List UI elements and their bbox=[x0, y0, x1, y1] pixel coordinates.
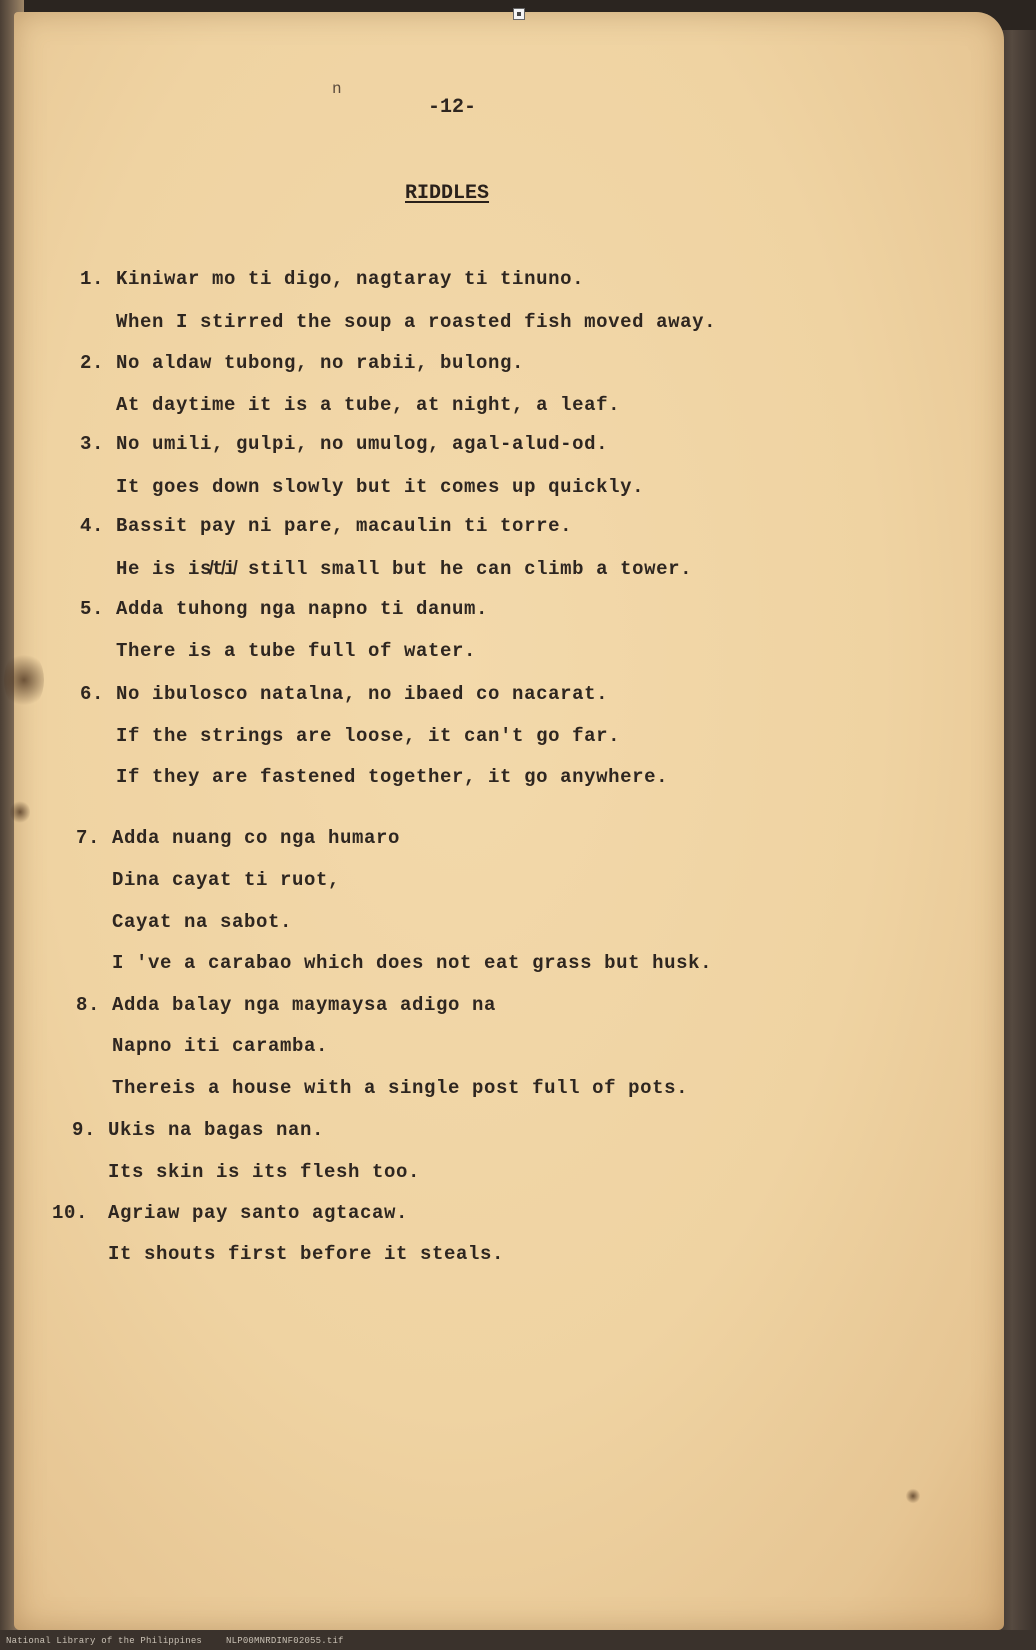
riddle-number: 1. bbox=[80, 268, 105, 290]
riddle-8-ilocano-1: 8. Adda balay nga maymaysa adigo na bbox=[76, 994, 497, 1016]
riddle-8-english: Thereis a house with a single post full of pots. bbox=[112, 1077, 689, 1099]
library-credit: National Library of the Philippines bbox=[6, 1636, 203, 1646]
scan-marker-icon bbox=[513, 8, 525, 20]
riddle-2-ilocano: 2. No aldaw tubong, no rabii, bulong. bbox=[80, 352, 525, 374]
riddle-number: 8. bbox=[76, 994, 101, 1016]
riddle-8-ilocano-2: Napno iti caramba. bbox=[112, 1035, 329, 1057]
riddle-5-ilocano: 5. Adda tuhong nga napno ti danum. bbox=[80, 598, 489, 620]
riddle-7-english: I 've a carabao which does not eat grass but husk. bbox=[112, 952, 713, 974]
riddle-7-ilocano-3: Cayat na sabot. bbox=[112, 911, 293, 933]
riddle-3-ilocano: 3. No umili, gulpi, no umulog, agal-alud-od. bbox=[80, 433, 609, 455]
riddle-7-ilocano-1: 7. Adda nuang co nga humaro bbox=[76, 827, 401, 849]
riddle-9-ilocano: 9. Ukis na bagas nan. bbox=[72, 1119, 325, 1141]
riddle-number: 7. bbox=[76, 827, 101, 849]
riddle-number: 2. bbox=[80, 352, 105, 374]
riddle-3-english: It goes down slowly but it comes up quickly. bbox=[116, 476, 645, 498]
riddle-number: 4. bbox=[80, 515, 105, 537]
riddle-6-english-1: If the strings are loose, it can't go far. bbox=[116, 725, 621, 747]
margin-mark: n bbox=[332, 80, 342, 98]
riddle-number: 6. bbox=[80, 683, 105, 705]
page-stain bbox=[4, 650, 44, 710]
page-stain bbox=[906, 1488, 920, 1504]
scan-footer-caption bbox=[6, 1636, 344, 1646]
riddle-6-english-2: If they are fastened together, it go anywhere. bbox=[116, 766, 669, 788]
riddle-7-ilocano-2: Dina cayat ti ruot, bbox=[112, 869, 341, 891]
page-title: RIDDLES bbox=[405, 182, 490, 205]
riddle-5-english: There is a tube full of water. bbox=[116, 640, 477, 662]
riddle-6-ilocano: 6. No ibulosco natalna, no ibaed co nacarat. bbox=[80, 683, 609, 705]
riddle-4-ilocano: 4. Bassit pay ni pare, macaulin ti torre. bbox=[80, 515, 573, 537]
riddle-9-english: Its skin is its flesh too. bbox=[108, 1161, 421, 1183]
riddle-1-ilocano: 1. Kiniwar mo ti digo, nagtaray ti tinuno. bbox=[80, 268, 585, 290]
riddle-number: 5. bbox=[80, 598, 105, 620]
scan-filename: NLP00MNRDINF02055.tif bbox=[226, 1636, 344, 1646]
document-page bbox=[14, 12, 1004, 1630]
riddle-number: 10. bbox=[52, 1202, 89, 1224]
riddle-2-english: At daytime it is a tube, at night, a leaf. bbox=[116, 394, 621, 416]
riddle-number: 9. bbox=[72, 1119, 97, 1141]
page-stain bbox=[10, 800, 30, 824]
riddle-number: 3. bbox=[80, 433, 105, 455]
riddle-4-english: He is is̸t̸i̸ still small but he can climb a tower. bbox=[116, 558, 693, 580]
page-number: -12- bbox=[428, 96, 477, 119]
riddle-10-ilocano: 10. Agriaw pay santo agtacaw. bbox=[52, 1202, 409, 1224]
riddle-10-english: It shouts first before it steals. bbox=[108, 1243, 505, 1265]
riddle-1-english: When I stirred the soup a roasted fish moved away. bbox=[116, 311, 717, 333]
